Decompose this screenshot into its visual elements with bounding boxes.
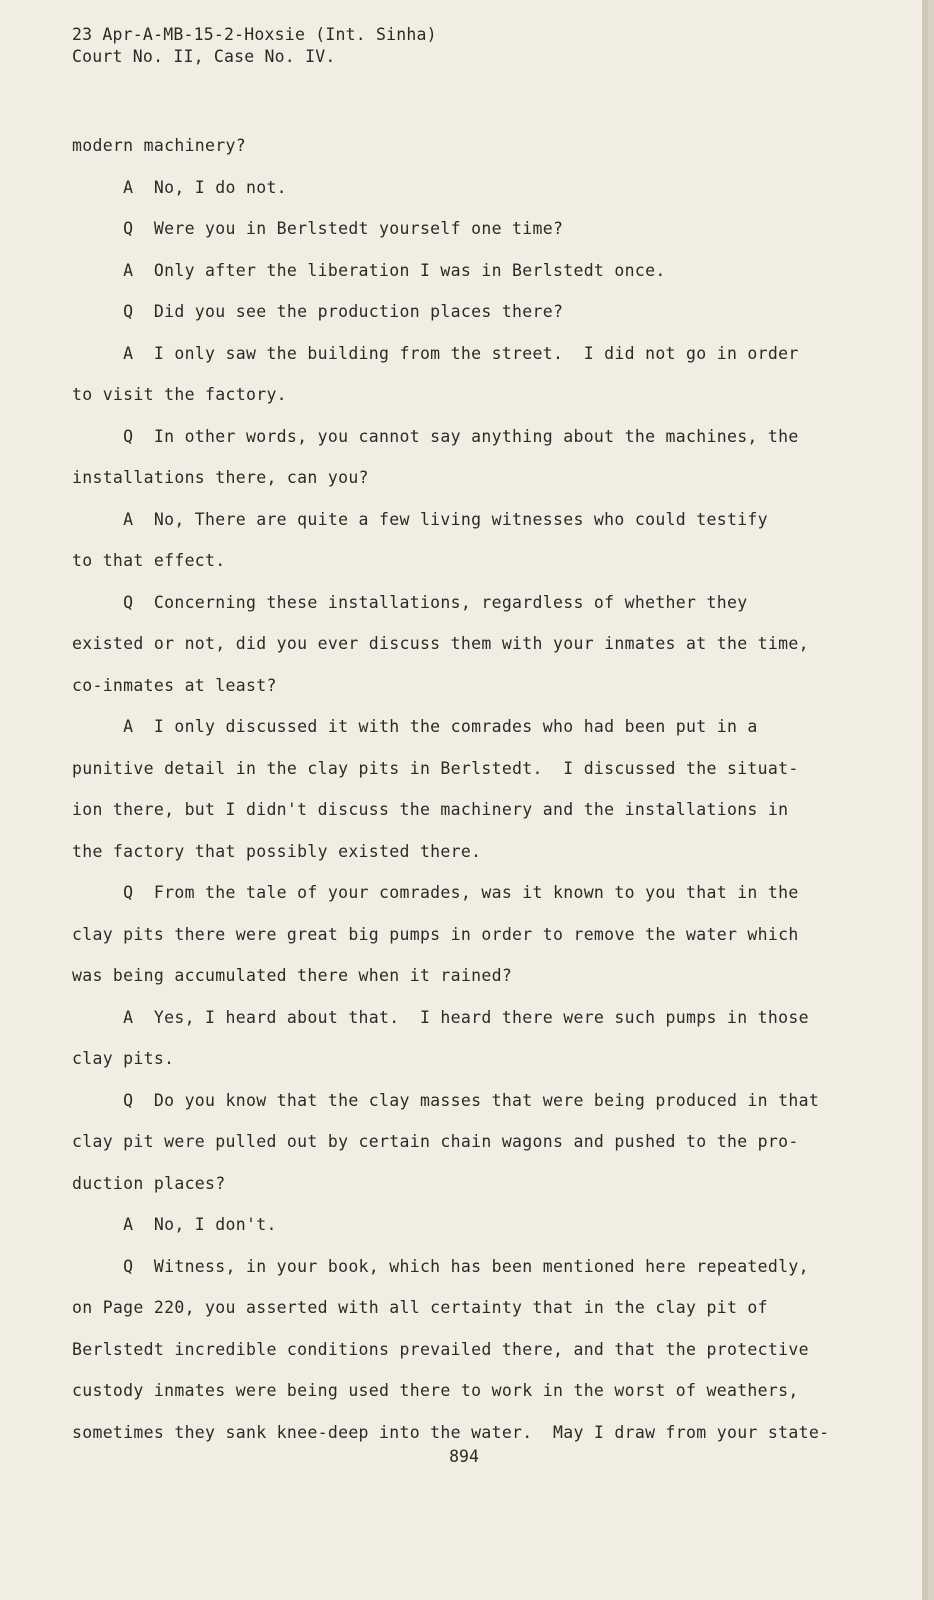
transcript-line: punitive detail in the clay pits in Berlstedt. I discussed the situat- [72,758,799,778]
transcript-line: A No, There are quite a few living witnesses who could testify [72,509,768,529]
transcript-line: Q Witness, in your book, which has been mentioned here repeatedly, [72,1256,809,1276]
transcript-line: modern machinery? [72,136,246,155]
header-line-2: Court No. II, Case No. IV. [72,47,336,66]
transcript-line: sometimes they sank knee-deep into the water. May I draw from your state- [72,1422,830,1442]
transcript-line: Q Were you in Berlstedt yourself one time? [72,219,564,238]
transcript-line: Q Concerning these installations, regardless of whether they [72,592,748,612]
transcript-line: Q Do you know that the clay masses that were being produced in that [72,1090,820,1110]
transcript-body [72,125,832,1453]
page-number: 894 [449,1447,479,1466]
transcript-line: A No, I don't. [72,1215,277,1234]
transcript-line: A I only saw the building from the street. I did not go in order [72,343,799,363]
transcript-line: was being accumulated there when it rained? [72,966,513,985]
transcript-line: existed or not, did you ever discuss them with your inmates at the time, [72,634,809,653]
transcript-line: custody inmates were being used there to work in the worst of weathers, [72,1381,799,1400]
transcript-line: clay pit were pulled out by certain chain wagons and pushed to the pro- [72,1132,799,1151]
transcript-line: ion there, but I didn't discuss the machinery and the installations in [72,800,789,819]
transcript-line: the factory that possibly existed there. [72,841,482,861]
transcript-line: A No, I do not. [72,177,287,197]
transcript-line: clay pits. [72,1049,175,1068]
transcript-line: to visit the factory. [72,385,287,404]
transcript-line: clay pits there were great big pumps in order to remove the water which [72,924,799,944]
page-edge [922,0,928,1600]
header-line-1: 23 Apr-A-MB-15-2-Hoxsie (Int. Sinha) [72,25,437,44]
transcript-line: Q In other words, you cannot say anything about the machines, the [72,426,799,446]
transcript-line: Q From the tale of your comrades, was it known to you that in the [72,883,799,902]
transcript-line: to that effect. [72,551,226,570]
transcript-line: Q Did you see the production places there? [72,302,564,321]
transcript-line: duction places? [72,1173,226,1193]
transcript-line: A Yes, I heard about that. I heard there were such pumps in those [72,1007,809,1027]
transcript-line: Berlstedt incredible conditions prevailed there, and that the protective [72,1339,809,1359]
transcript-line: installations there, can you? [72,468,369,487]
document-header [72,24,437,68]
transcript-line: co-inmates at least? [72,675,277,695]
transcript-line: A Only after the liberation I was in Berlstedt once. [72,260,666,280]
transcript-line: A I only discussed it with the comrades who had been put in a [72,717,758,736]
transcript-line: on Page 220, you asserted with all certainty that in the clay pit of [72,1298,768,1317]
